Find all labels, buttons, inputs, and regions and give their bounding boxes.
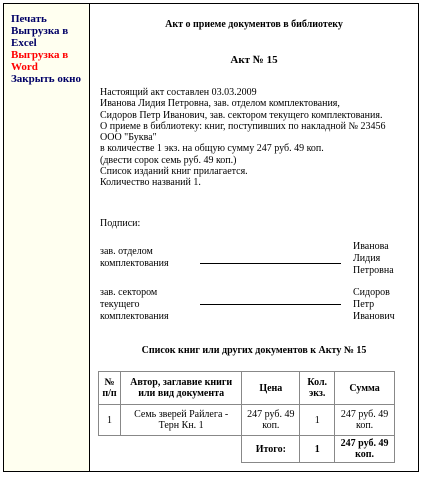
act-line: Иванова Лидия Петровна, зав. отделом комплектования,: [100, 98, 340, 110]
close-window-link[interactable]: Закрыть окно: [11, 73, 81, 85]
sidebar: [4, 4, 90, 471]
act-line: (двести сорок семь руб. 49 коп.): [100, 154, 237, 166]
act-text: [100, 87, 400, 189]
export-excel-link[interactable]: Выгрузка в Excel: [11, 25, 69, 49]
act-line: Сидоров Петр Иванович, зав. сектором текущего комплектования.: [100, 109, 383, 121]
act-line: Количество названий 1.: [100, 177, 201, 189]
cell-quantity: 1: [300, 405, 335, 436]
total-row: [99, 436, 395, 463]
act-line: Список изданий книг прилагается.: [100, 166, 248, 178]
signature-line: [200, 304, 341, 305]
act-line: ООО "Буква": [100, 132, 157, 144]
header-quantity: Кол. экз.: [300, 372, 335, 405]
header-number: № п/п: [99, 372, 121, 405]
cell-sum: 247 руб. 49 коп.: [335, 405, 395, 436]
cell-number: 1: [99, 405, 121, 436]
list-title: Список книг или других документов к Акту № 15: [141, 345, 367, 356]
document-frame: [3, 3, 419, 472]
act-line: Настоящий акт составлен 03.03.2009: [100, 87, 257, 98]
signature-name: Иванова Лидия Петровна: [353, 241, 394, 276]
blank-cell: [99, 436, 121, 463]
header-sum: Сумма: [335, 372, 395, 405]
act-number: Акт № 15: [230, 54, 278, 66]
table-header-row: [99, 372, 395, 405]
signature-role: зав. сектором текущего комплектования: [100, 287, 169, 322]
table-row: [99, 405, 395, 436]
total-sum: 247 руб. 49 коп.: [335, 436, 395, 463]
signature-role: зав. отделом комплектования: [100, 246, 169, 269]
total-label: Итого:: [242, 436, 300, 463]
cell-title: Семь зверей Райлега - Терн Кн. 1: [120, 405, 241, 436]
act-line: в количестве 1 экз. на общую сумму 247 руб. 49 коп.: [100, 143, 324, 155]
act-line: О приеме в библиотеку: книг, поступивших по накладной № 23456: [100, 120, 386, 132]
books-table: [98, 371, 395, 463]
document-body: [90, 4, 418, 471]
header-title: Автор, заглавие книги или вид документа: [120, 372, 241, 405]
signature-line: [200, 263, 341, 264]
cell-price: 247 руб. 49 коп.: [242, 405, 300, 436]
document-title: Акт о приеме документов в библиотеку: [165, 19, 343, 30]
total-count: 1: [300, 436, 335, 463]
blank-cell: [120, 436, 241, 463]
export-word-link[interactable]: Выгрузка в Word: [11, 49, 69, 73]
signatures-label: Подписи:: [100, 218, 141, 229]
print-link[interactable]: Печать: [11, 13, 47, 25]
signature-name: Сидоров Петр Иванович: [353, 287, 395, 322]
header-price: Цена: [242, 372, 300, 405]
